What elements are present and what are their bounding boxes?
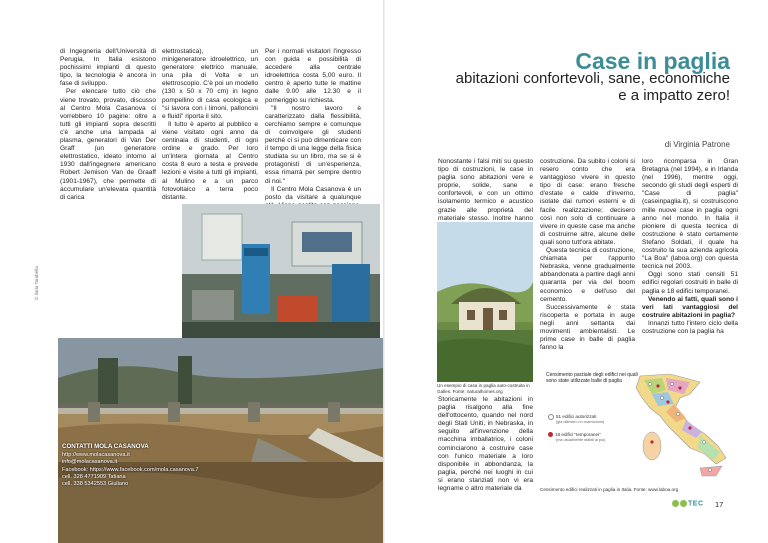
subtitle-line-1: abitazioni confortevoli, sane, economiche xyxy=(455,70,730,87)
paragraph: Il tutto è aperto al pubblico e viene visitato ogni anno da centinaia di studenti, di ogni ordine e grado. Per loro un'intera giornata al Centro costa 8 euro a testa e prevede lezioni e visite a tutti gli impianti, al Mulino e a un parco fotovoltaico a terra poco distante. xyxy=(162,120,258,201)
right-column-2 xyxy=(540,158,635,352)
spread-gutter xyxy=(383,0,385,543)
bold-lead: Venendo ai fatti, quali sono i veri lati vantaggiosi del costruire abitazioni in paglia? xyxy=(642,295,738,319)
subtitle-line-2: e a impatto zero! xyxy=(618,87,730,104)
map-caption: Censimento edifici realizzati in paglia in Italia. Fonte: www.laboa.org xyxy=(540,487,679,492)
legend-label: 18 edifici "temporanei" xyxy=(555,432,601,437)
contacts-title: CONTATTI MOLA CASANOVA xyxy=(62,443,149,450)
left-column-1 xyxy=(60,48,156,202)
right-column-3 xyxy=(642,158,738,336)
straw-house-photo xyxy=(437,222,533,382)
email-link[interactable]: info@molacasanova.it xyxy=(62,459,118,466)
river-dam-photo xyxy=(58,338,384,543)
legend-sub: (ma usualmente stabili ai più) xyxy=(556,437,606,442)
website-link[interactable]: http://www.molacasanova.it xyxy=(62,452,130,459)
phone-tatiana: cell. 328 4771909 Tatiana xyxy=(62,473,126,480)
paragraph: di Ingegneria dell'Università di Perugia. In Italia esistono pochissimi impianti di questo tipo, la tecnologia è ancora in fase di sviluppo. xyxy=(60,48,156,88)
article-subtitle xyxy=(405,70,730,104)
paragraph: Storicamente le abitazioni in paglia risalgono alla fine dell'ottocento, quando nel nord degli Stati Uniti, in Nebraska, in seguito all'invenzione della macchina imballatrice, i coloni cominciarono a costruire case con l'unico materiale a loro disponibile in abbondanza, la paglia, perché nei luoghi in cui si erano stanziati non vi era legname o altro materiale da xyxy=(438,396,533,493)
logo-text: TEC xyxy=(688,500,704,508)
right-column-1-continued xyxy=(438,396,533,493)
paragraph: "Il nostro lavoro è caratterizzato dalla flessibilità, cerchiamo sempre e comunque di coinvolgere gli studenti perché ci si può dimenticare con il tempo di una legge della fisica studiata su un libro, ma se si è protagonisti di un'esperienza, essa rimarrà per sempre dentro di noi." xyxy=(265,104,361,185)
magazine-logo xyxy=(672,500,704,507)
paragraph: Il Centro Mola Casanova è un posto da visitare a qualunque xyxy=(265,185,361,201)
left-column-2 xyxy=(162,48,258,202)
paragraph: loro ricomparsa in Gran Bretagna (nel 1994), e in Irlanda (nel 1996), mentre oggi, secondo gli studi degli esperti di "Case di paglia" (caseinpaglia.it), si costruiscono mille nuove case in paglia ogni anno nel mondo. In Italia il pioniere di questa tecnica di costruzione è stato certamente Stefano Soldati, il quale ha costruito la sua azienda agricola "La Boa" (laboa.org) con questa tecnica nel 2003. xyxy=(642,158,738,271)
straw-house-illustration xyxy=(437,222,533,382)
legend-sub: (già ultimati o in costruzione) xyxy=(556,420,605,424)
italy-map-icon xyxy=(540,368,740,486)
photo-credit: © Ilaria Tarabella xyxy=(34,266,39,300)
leaf-icon xyxy=(680,500,687,507)
paragraph: Per i normali visitatori l'ingresso con guida e possibilità di accedere alla centrale idroelettrica costa 5,00 euro. Il centro è aperto tutte le mattine dalle 9.00 alle 12.30 e il pomeriggio su richiesta. xyxy=(265,48,361,104)
paragraph: costruzione. Da subito i coloni si resero conto che era vantaggioso vivere in questo tipo di case: erano fresche d'estate e calde d'inverno, isolate dai rumori esterni e di facile realizzazione; decisero così non solo di continuare a vivere in queste case ma anche di costruirne altre, alcune delle quali sono tutt'ora abitate. xyxy=(540,158,635,246)
phone-giuliano: cell. 338 5342553 Giuliano xyxy=(62,481,129,488)
article-title: Case in paglia xyxy=(575,48,730,74)
paragraph: Successivamente è stata riscoperta e portata in auge negli anni settanta dai movimenti ambientalisti. Le prime case in balle di paglia fanno la xyxy=(540,303,635,352)
paragraph: Questa tecnica di costruzione, chiamata per l'appunto Nebraska, venne gradualmente abbandonata a partire dagli anni quaranta per via del boom economico e dell'uso del cemento. xyxy=(540,247,635,303)
plant-interior-photo xyxy=(182,204,380,340)
river-dam-illustration xyxy=(58,338,384,543)
contacts-box xyxy=(62,443,262,488)
paragraph: Oggi sono stati censiti 51 edifici regolari costruiti in balle di paglia e 18 edifici temporanei. xyxy=(642,271,738,295)
page-number: 17 xyxy=(715,500,724,509)
paragraph: Nonostante i falsi miti su questo tipo di costruzioni, le case in paglia sono abitazioni vere e proprie, solide, sane e confortevoli, e con un ottimo isolamento termico e acustico grazie alle proprietà del materiale stesso. Inoltre hanno xyxy=(438,158,533,222)
plant-interior-illustration xyxy=(182,204,380,340)
article-author: di Virginia Patrone xyxy=(664,140,730,149)
paragraph: Per elencare tutto ciò che viene trovato, provato, discusso al Centro Mola Casanova ci vorrebbero 10 pagine: oltre a tutti gli impianti sopra descritti c'è anche una lampada al plasma, generatori di Van Der Graff (un generatore elettrostatico, ideato intorno al 1930 dall'ingegnere americano Robert Jemison Van de Graaff (1901-1967), che permette di accumulare un'elevata quantità di carica xyxy=(60,88,156,201)
leaf-icon xyxy=(672,500,679,507)
italy-census-map xyxy=(540,368,740,486)
house-photo-caption: Un esempio di casa in paglia auto-costruita in Galles. Fonte: naturalhomes.org xyxy=(437,383,530,394)
paragraph: Innanzi tutto l'intero ciclo della costruzione con la paglia ha xyxy=(642,319,738,335)
legend-label: 51 edifici autorizzati xyxy=(556,414,597,420)
paragraph: elettrostatica), un minigeneratore idroelettrico, un generatore elettrico manuale, una pila di Volta e un elettroscopio. C'è poi un modello (130 x 50 x 70 cm) in legno pompellino di casa ecologica e "si lavora con i limoni, palloncini e fluidi" riporta il sito. xyxy=(162,48,258,120)
facebook-link[interactable]: Facebook: https://www.facebook.com/mola.casanova.7 xyxy=(62,466,199,473)
map-title: Censimento parziale degli edifici nei quali sono state utilizzate balle di paglia xyxy=(546,372,638,384)
